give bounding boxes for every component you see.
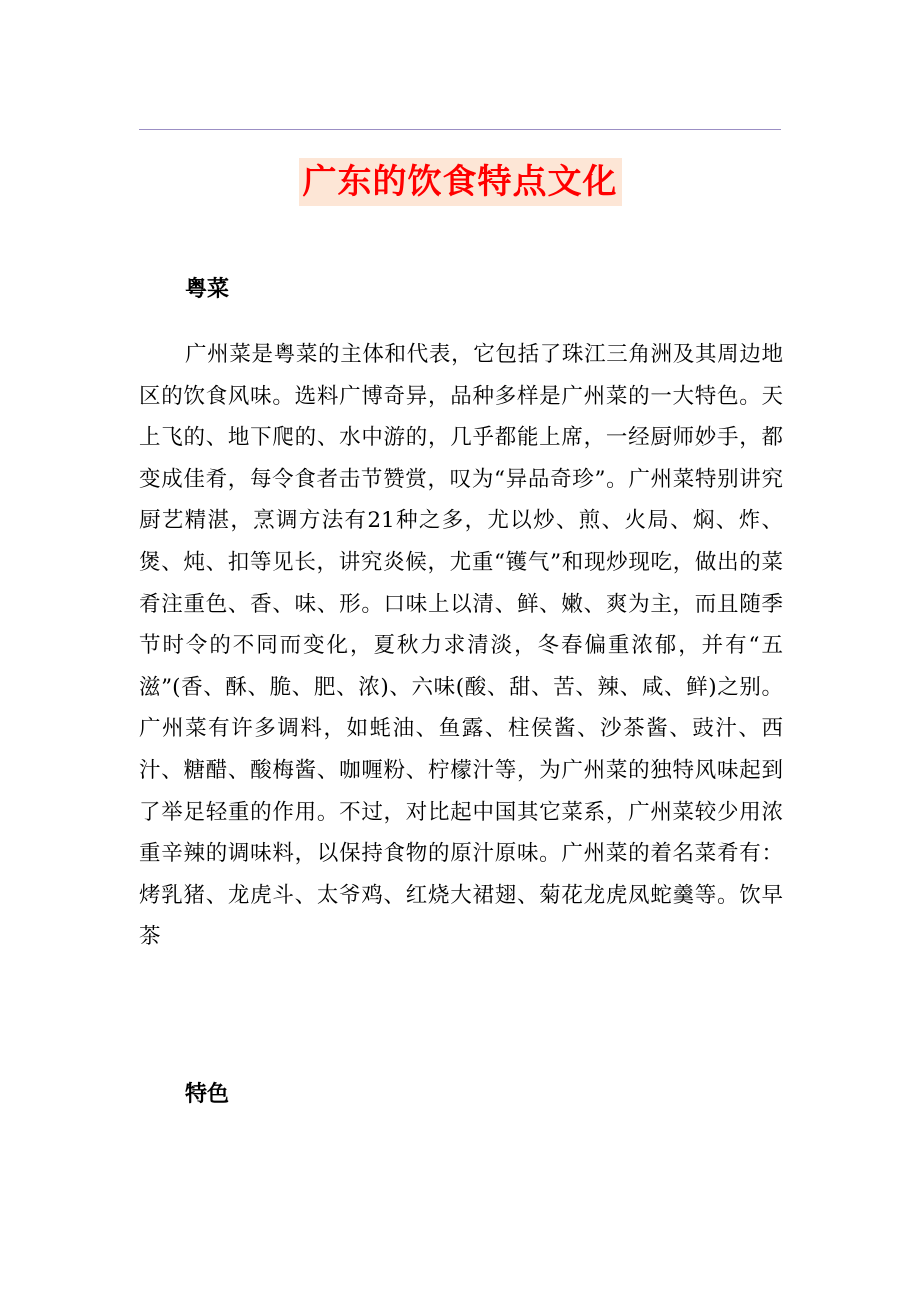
document-title: 广东的饮食特点文化 bbox=[299, 158, 622, 206]
section-heading-features: 特色 bbox=[185, 1081, 230, 1107]
section-heading-cantonese-cuisine: 粤菜 bbox=[185, 276, 230, 302]
header-rule bbox=[139, 129, 781, 130]
body-paragraph: 广州菜是粤菜的主体和代表，它包括了珠江三角洲及其周边地区的饮食风味。选料广博奇异，品种多样是广州菜的一大特色。天上飞的、地下爬的、水中游的，几乎都能上席，一经厨师妙手，都变成佳肴，每令食者击节赞赏，叹为“异品奇珍”。广州菜特别讲究厨艺精湛，烹调方法有21种之多，尤以炒、煎、火局、焖、炸、煲、炖、扣等见长，讲究炎候，尤重“镬气”和现炒现吃，做出的菜肴注重色、香、味、形。口味上以清、鲜、嫩、爽为主，而且随季节时令的不同而变化，夏秋力求清淡，冬春偏重浓郁，并有“五滋”(香、酥、脆、肥、浓)、六味(酸、甜、苦、辣、咸、鲜)之别。广州菜有许多调料，如蚝油、鱼露、柱侯酱、沙茶酱、豉汁、西汁、糖醋、酸梅酱、咖喱粉、柠檬汁等，为广州菜的独特风味起到了举足轻重的作用。不过，对比起中国其它菜系，广州菜较少用浓重辛辣的调味料，以保持食物的原汁原味。广州菜的着名菜肴有：烤乳猪、龙虎斗、太爷鸡、红烧大裙翅、菊花龙虎凤蛇羹等。饮早茶 bbox=[139, 342, 783, 950]
title-container bbox=[0, 158, 920, 206]
